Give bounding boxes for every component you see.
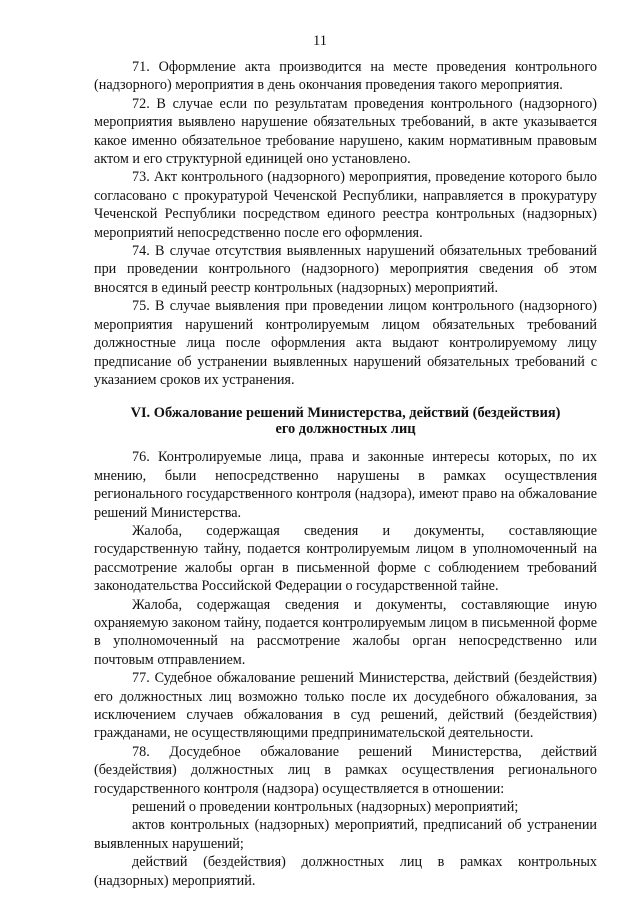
section-heading-line-1: VI. Обжалование решений Министерства, действий (бездействия)	[130, 405, 561, 422]
paragraph-76: 76. Контролируемые лица, права и законные интересы которых, по их мнению, были непосредственно нарушены в рамках осуществления регионального государственного контроля (надзора), имеют право на обжалование решений Министерства.	[94, 449, 597, 521]
paragraph-71: 71. Оформление акта производится на месте проведения контрольного (надзорного) мероприятия в день окончания проведения такого мероприятия.	[94, 59, 597, 94]
section-heading-line-2: его должностных лиц	[275, 420, 416, 437]
section-heading	[94, 406, 597, 437]
paragraph-75: 75. В случае выявления при проведении лицом контрольного (надзорного) мероприятия нарушений контролируемым лицом обязательных требований должностные лица после оформления акта выдают контролируемому лицу предписание об устранении выявленных нарушений обязательных требований с указанием сроков их устранения.	[94, 298, 597, 388]
paragraph-78: 78. Досудебное обжалование решений Министерства, действий (бездействия) должностных лиц в рамках осуществления регионального государственного контроля (надзора) осуществляется в отношении:	[94, 743, 597, 797]
paragraph-complaint-state-secret: Жалоба, содержащая сведения и документы, составляющие государственную тайну, подается контролируемым лицом в уполномоченный на рассмотрение жалобы орган в письменной форме с соблюдением требований законодательства Российской Федерации о государственной тайне.	[94, 522, 597, 595]
document-body	[94, 58, 597, 890]
page-number: 11	[313, 33, 327, 49]
paragraph-73: 73. Акт контрольного (надзорного) мероприятия, проведение которого было согласовано с прокуратурой Чеченской Республики, направляется в прокуратуру Чеченской Республики посредством единого реестра контрольных (надзорных) мероприятий непосредственно после его оформления.	[94, 169, 597, 241]
paragraph-77: 77. Судебное обжалование решений Министерства, действий (бездействия) его должностных лиц возможно только после их досудебного обжалования, за исключением случаев обжалования в суд решений, действий (бездействия) гражданами, не осуществляющими предпринимательской деятельности.	[94, 670, 597, 742]
paragraph-complaint-other-secret: Жалоба, содержащая сведения и документы, составляющие иную охраняемую законом тайну, подается контролируемым лицом в письменной форме в уполномоченный на рассмотрение жалобы орган непосредственно или почтовым отправлением.	[94, 596, 597, 668]
paragraph-74: 74. В случае отсутствия выявленных нарушений обязательных требований при проведении контрольного (надзорного) мероприятия сведения об этом вносятся в единый реестр контрольных (надзорных) мероприятий.	[94, 243, 597, 296]
list-item-actions: действий (бездействия) должностных лиц в рамках контрольных (надзорных) мероприятий.	[94, 854, 597, 889]
list-item-acts: актов контрольных (надзорных) мероприятий, предписаний об устранении выявленных нарушений;	[94, 817, 597, 852]
paragraph-72: 72. В случае если по результатам проведения контрольного (надзорного) мероприятия выявлено нарушение обязательных требований, в акте указывается какое именно обязательное требование нарушено, каким нормативным правовым актом и его структурной единицей оно установлено.	[94, 95, 597, 168]
list-item-decisions: решений о проведении контрольных (надзорных) мероприятий;	[132, 799, 519, 816]
